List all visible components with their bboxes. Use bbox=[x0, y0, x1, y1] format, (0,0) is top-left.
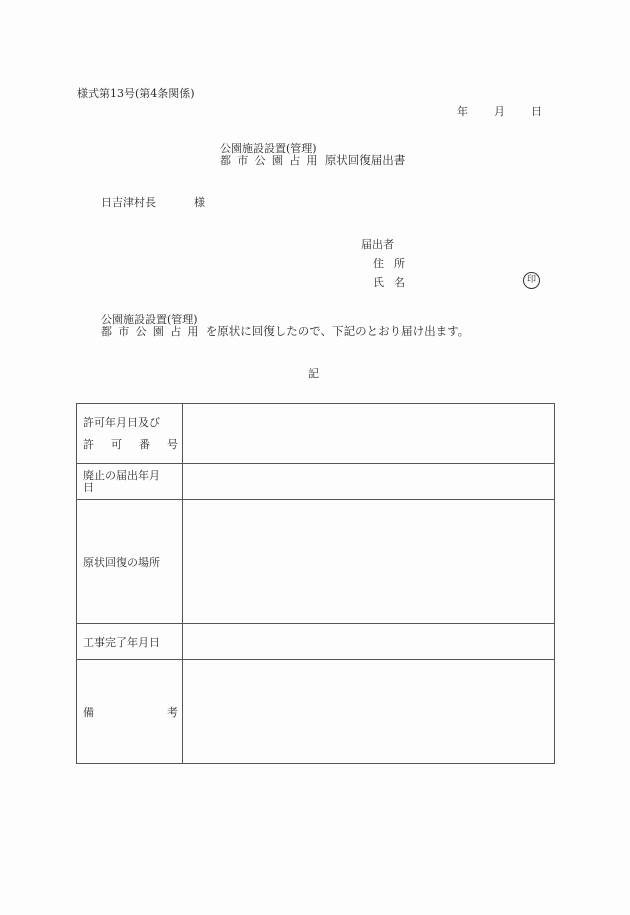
name-label: 氏名 bbox=[373, 276, 415, 289]
value-permit[interactable] bbox=[183, 404, 555, 464]
label-permit-line1: 許可年月日及び bbox=[83, 415, 160, 429]
date-month: 月 bbox=[494, 105, 505, 118]
body-option-2: 都市公園占用 bbox=[101, 325, 205, 338]
table-row-remarks bbox=[77, 660, 555, 764]
address-label: 住所 bbox=[373, 257, 415, 270]
value-completion-date[interactable] bbox=[183, 624, 555, 660]
addressee bbox=[101, 194, 205, 210]
table-row-restoration-place bbox=[77, 500, 555, 624]
addressee-honorific: 様 bbox=[194, 196, 205, 209]
form-number: 様式第13号(第4条関係) bbox=[77, 87, 195, 100]
value-remarks[interactable] bbox=[183, 660, 555, 764]
document-title bbox=[220, 143, 405, 167]
value-abolition-date[interactable] bbox=[183, 464, 555, 500]
value-restoration-place[interactable] bbox=[183, 500, 555, 624]
label-permit-line2: 許 可 番 号 bbox=[83, 437, 178, 451]
table-row-abolition-date bbox=[77, 464, 555, 500]
label-remarks: 備 考 bbox=[77, 660, 183, 764]
label-permit bbox=[77, 404, 183, 464]
label-completion-date: 工事完了年月日 bbox=[77, 624, 183, 660]
date-day: 日 bbox=[531, 105, 542, 118]
title-option-2: 都市公園占用 bbox=[220, 154, 324, 167]
table-row-permit bbox=[77, 404, 555, 464]
title-option-1: 公園施設設置(管理) bbox=[220, 142, 317, 155]
table-row-completion-date bbox=[77, 624, 555, 660]
label-restoration-place: 原状回復の場所 bbox=[77, 500, 183, 624]
seal-icon: 印 bbox=[523, 272, 540, 289]
applicant-label: 届出者 bbox=[361, 238, 394, 251]
body-tail: を原状に回復したので、下記のとおり届け出ます。 bbox=[205, 324, 470, 338]
label-abolition-date: 廃止の届出年月日 bbox=[77, 464, 183, 500]
addressee-name: 日吉津村長 bbox=[101, 196, 156, 209]
date-year: 年 bbox=[457, 105, 468, 118]
body-option-stack bbox=[101, 314, 205, 338]
form-table bbox=[76, 403, 555, 764]
body-option-1: 公園施設設置(管理) bbox=[101, 313, 198, 326]
ki-heading: 記 bbox=[308, 367, 319, 380]
date-line bbox=[457, 103, 542, 119]
title-tail: 原状回復届出書 bbox=[324, 153, 406, 167]
body-text bbox=[101, 314, 469, 338]
title-option-stack bbox=[220, 143, 324, 167]
